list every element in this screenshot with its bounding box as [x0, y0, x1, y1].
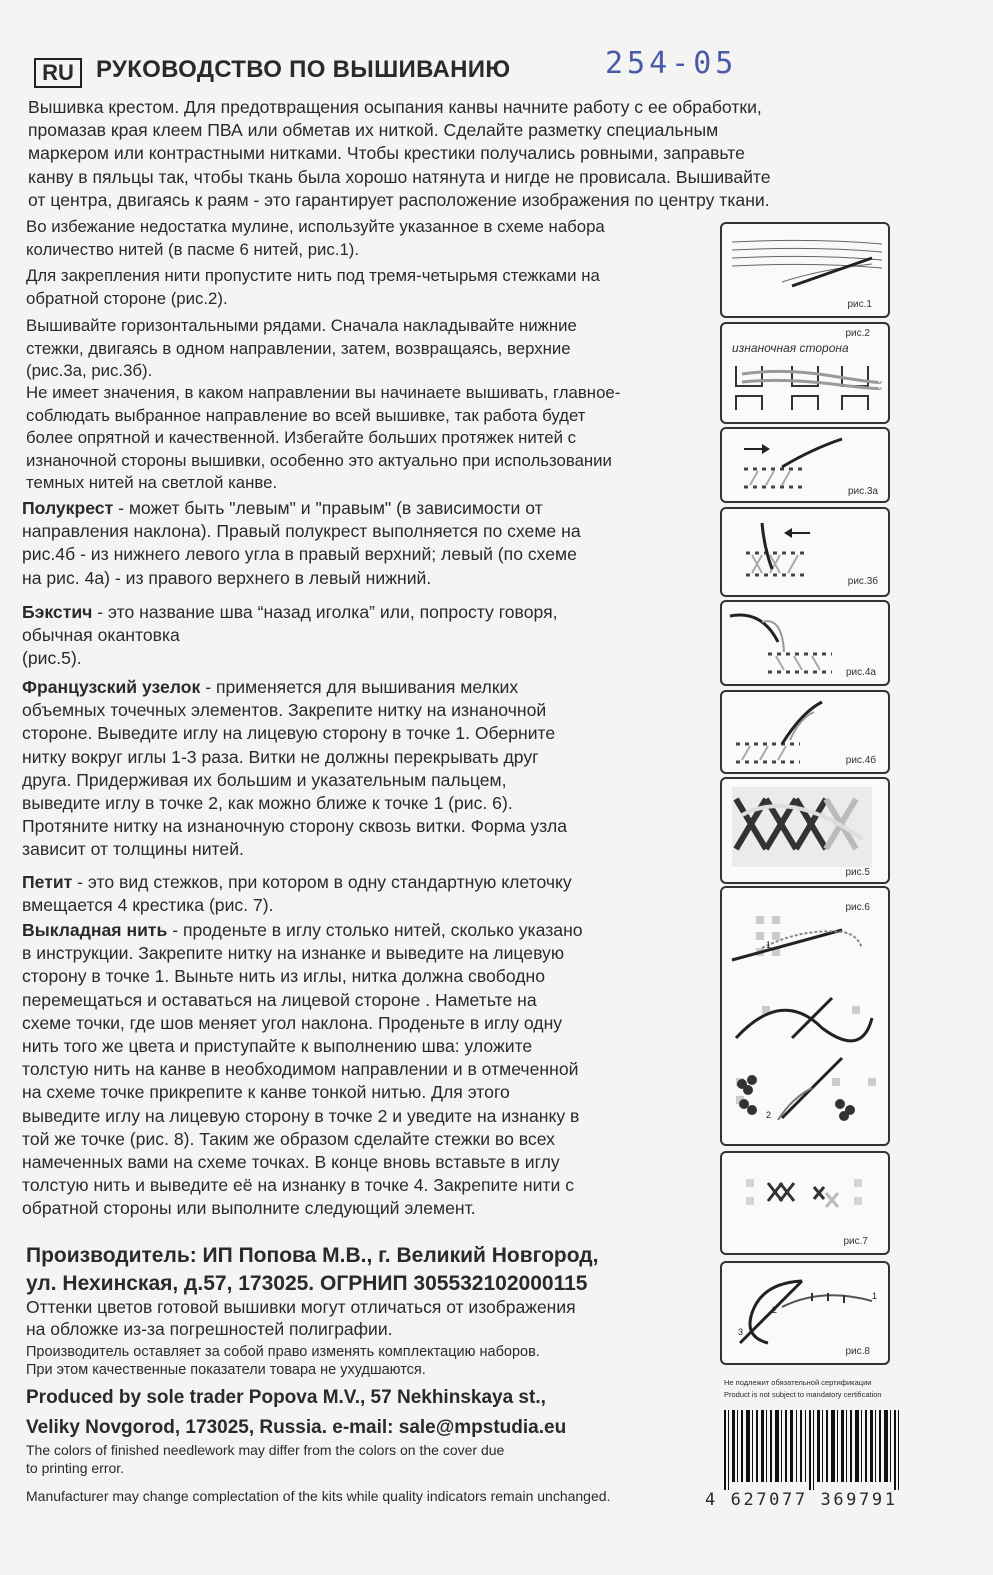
figure-6-label: рис.6 — [845, 902, 870, 913]
figure-6-point-2: 2 — [766, 1110, 772, 1120]
figure-5-label: рис.5 — [845, 867, 870, 878]
figure-4a-label: рис.4а — [845, 667, 876, 678]
figure-2-label: рис.2 — [845, 328, 870, 339]
halfcross-term: Полукрест — [22, 498, 114, 518]
french-knot-illustration — [722, 888, 888, 1144]
direction-paragraph: Не имеет значения, в каком направлении вы начинаете вышивать, главное- соблюдать выбранное направление во всей вышивке, так работа будет более опрятной и качественной. Избегайте больших протяжек нитей с изнаночной стороны вышивки, особенно это актуально при использовании темных нитей на светлой канве. — [26, 383, 621, 493]
threads-paragraph: Во избежание недостатка мулине, используйте указанное в схеме набора количество нитей (в пасме 6 нитей, рис.1). — [26, 217, 605, 259]
english-manufacturer-note: Manufacturer may change complectation of the kits while quality indicators remain unchanged. — [26, 1488, 611, 1504]
french-knot-term: Французский узелок — [22, 677, 201, 697]
figure-7-label: рис.7 — [843, 1236, 868, 1247]
language-badge: RU — [34, 58, 82, 88]
barcode-digits: 4 627077 369791 — [705, 1490, 898, 1510]
petit-paragraph: Петит - это вид стежков, при котором в одну стандартную клеточку вмещается 4 крестика (рис. 7). — [22, 872, 572, 916]
figure-7 — [720, 1151, 890, 1255]
figure-6-point-1: 1 — [766, 940, 772, 950]
petit-term: Петит — [22, 872, 73, 892]
intro-paragraph: Вышивка крестом. Для предотвращения осыпания канвы начните работу с ее обработки, промазав края клеем ПВА или обметав их ниткой. Сделайте разметку специальным маркером или контрастными нитками. Чтобы крестики получались ровными, заправьте канву в пяльцы так, чтобы ткань была хорошо натянута и нигде не провисала. Вышивайте от центра, двигаясь к раям - это гарантирует расположение изображения по центру ткани. — [28, 97, 771, 210]
couching-paragraph: Выкладная нить - проденьте в иглу столько нитей, сколько указано в инструкции. Закрепите нитку на изнанке и выведите на лицевую сторону в точке 1. Выньте нить из иглы, нитка должна свободно перемещаться и оставаться на лицевой стороне . Наметьте на схеме точки, где шов меняет угол наклона. Проденьте в иглу одну нить того же цвета и приступайте к выполнению шва: уложите толстую нить на канве в необходимом направлении и в отмеченной на схеме точке прикрепите к канве тонкой нитью. Для этого выведите иглу на лицевую сторону в точке 2 и уведите на изнанку в той же точке (рис. 8). Таким же образом сделайте стежки во всех намеченных вами на схеме точках. В конце вновь вставьте в иглу толстую нить и выведите её на изнанку в точке 4. Закрепите нити с обратной стороны или выполните следующий элемент. — [22, 920, 583, 1219]
backstitch-paragraph: Бэкстич - это название шва “назад иголка” или, попросту говоря, обычная окантовка (рис.5). — [22, 602, 558, 669]
figure-4b — [720, 690, 890, 774]
figure-5 — [720, 777, 890, 884]
figure-8 — [720, 1261, 890, 1365]
french-knot-paragraph: Французский узелок - применяется для вышивания мелких объемных точечных элементов. Закрепите нитку на изнаночной стороне. Выведите иглу на лицевую сторону в точке 1. Оберните нитку вокруг иглы 1-3 раза. Витки не должны перекрывать друг друга. Придерживая их большим и указательным пальцем, выведите иглу в точке 2, как можно ближе к точке 1 (рис. 6). Протяните нитку на изнаночную сторону сквозь витки. Форма узла зависит от толщины нитей. — [22, 677, 568, 860]
figure-8-point-3: 3 — [738, 1327, 744, 1337]
color-note: Оттенки цветов готовой вышивки могут отличаться от изображения на обложке из-за погрешностей полиграфии. — [26, 1297, 576, 1339]
figure-4a — [720, 600, 890, 686]
figure-3b-label: рис.3б — [847, 576, 878, 587]
halfcross-paragraph: Полукрест - может быть "левым" и "правым" (в зависимости от направления наклона). Правый полукрест выполняется по схеме на рис.4б - из нижнего левого угла в правый верхний; левый (по схеме на рис. 4а) - из правого верхнего в левый нижний. — [22, 498, 581, 588]
figure-8-label: рис.8 — [845, 1346, 870, 1357]
english-producer-block: Produced by sole trader Popova M.V., 57 Nekhinskaya st., Veliky Novgorod, 173025, Russia. e-mail: sale@mpstudia.eu — [26, 1387, 567, 1438]
figure-3b — [720, 507, 890, 597]
kit-note: Производитель оставляет за собой право изменять комплектацию наборов. При этом качественные показатели товара не ухудшаются. — [26, 1344, 540, 1378]
figure-1 — [720, 222, 890, 318]
certification-ru: Не подлежит обязательной сертификации — [724, 1378, 872, 1387]
handwritten-number: 254-05 — [605, 46, 738, 81]
barcode — [722, 1410, 912, 1490]
figure-8-point-1: 1 — [872, 1291, 878, 1301]
page-title: РУКОВОДСТВО ПО ВЫШИВАНИЮ — [96, 56, 511, 83]
figure-6 — [720, 886, 890, 1146]
figure-2-caption: изнаночная сторона — [732, 341, 849, 355]
producer-block: Производитель: ИП Попова М.В., г. Великий Новгород, ул. Нехинская, д.57, 173025. ОГРНИП 305532102000115 — [26, 1244, 599, 1295]
figure-4b-label: рис.4б — [845, 755, 876, 766]
english-color-note: The colors of finished needlework may differ from the colors on the cover due to printing error. — [26, 1442, 505, 1476]
figure-3a-label: рис.3а — [847, 486, 878, 497]
fasten-paragraph: Для закрепления нити пропустите нить под тремя-четырьмя стежками на обратной стороне (рис.2). — [26, 266, 600, 308]
figure-8-point-2: 2 — [772, 1305, 778, 1315]
certification-en: Product is not subject to mandatory certification — [724, 1390, 882, 1399]
figure-2 — [720, 322, 890, 424]
backstitch-term: Бэкстич — [22, 602, 93, 622]
figure-3a — [720, 427, 890, 503]
figure-1-label: рис.1 — [847, 299, 872, 310]
couching-term: Выкладная нить — [22, 920, 168, 940]
rows-paragraph: Вышивайте горизонтальными рядами. Сначала накладывайте нижние стежки, двигаясь в одном направлении, затем, возвращаясь, верхние (рис.3а, рис.3б). — [26, 316, 577, 381]
